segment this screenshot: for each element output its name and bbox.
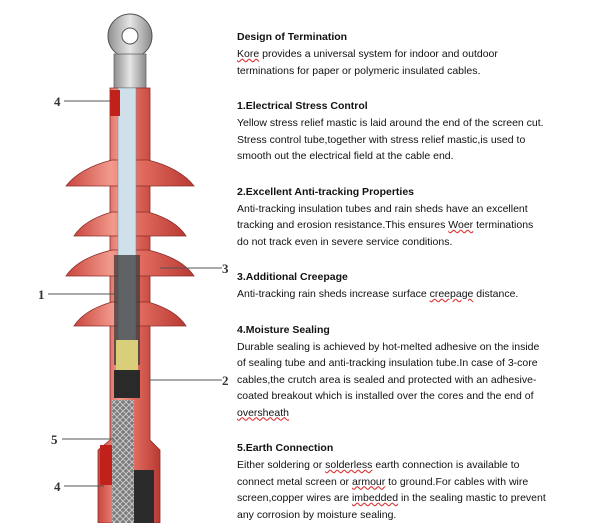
flagged-word: Woer	[448, 219, 474, 231]
body-text: Yellow stress relief mastic is laid around the end of the screen cut. Stress control tube,together with stress relief mastic,is used to smooth out the electrical field at the cable end.	[237, 117, 544, 162]
section-title: 1.Electrical Stress Control	[237, 100, 368, 112]
flagged-word: solderless	[325, 459, 373, 471]
section-body	[237, 46, 597, 79]
callout-4-top: 4	[54, 94, 61, 109]
cable-oversheath	[134, 470, 154, 523]
stress-relief-mastic	[116, 340, 138, 370]
section-body	[237, 286, 597, 303]
description-column	[237, 30, 597, 523]
earth-braid	[112, 400, 134, 523]
section-1	[237, 30, 597, 79]
section-body	[237, 339, 597, 422]
body-text: in the sealing mastic to prevent any corrosion by moisture sealing.	[237, 492, 546, 521]
body-text: Anti-tracking rain sheds increase surface	[237, 288, 430, 300]
flagged-word: oversheath	[237, 406, 289, 419]
body-text: provides a universal system for indoor and outdoor terminations for paper or polymeric insulated cables.	[237, 48, 498, 77]
body-text: Anti-tracking insulation tubes and rain sheds have an excellent tracking and erosion resistance.This ensures	[237, 202, 528, 231]
body-text: Either soldering or	[237, 459, 326, 471]
section-3	[237, 185, 597, 251]
flagged-word: armour	[351, 475, 386, 488]
section-title: 5.Earth Connection	[237, 442, 334, 454]
section-2	[237, 99, 597, 165]
section-body	[237, 457, 597, 523]
section-4	[237, 270, 597, 303]
body-text: to ground.For cables with wire screen,copper wires are	[237, 475, 529, 504]
section-title: Design of Termination	[237, 31, 348, 43]
section-title: 4.Moisture Sealing	[237, 323, 330, 336]
flagged-word: imbedded	[351, 492, 399, 504]
section-6	[237, 441, 597, 523]
section-5	[237, 323, 597, 422]
callout-1: 1	[38, 287, 45, 302]
section-body	[237, 201, 597, 251]
cable-lug	[108, 14, 152, 88]
callout-2: 2	[222, 373, 229, 388]
callout-4-bottom: 4	[54, 479, 61, 494]
flagged-word: Kore	[237, 48, 260, 60]
top-sealing-mastic	[110, 90, 120, 116]
semi-con-layer	[114, 370, 140, 398]
termination-diagram	[0, 0, 232, 523]
body-text: distance.	[473, 288, 519, 300]
bottom-sealing-mastic	[100, 445, 112, 485]
section-title: 2.Excellent Anti-tracking Properties	[237, 185, 414, 198]
section-body	[237, 115, 597, 165]
body-text: terminations do not track even in severe service conditions.	[237, 219, 534, 248]
flagged-word: creepage	[429, 288, 474, 300]
section-title: 3.Additional Creepage	[237, 271, 348, 283]
body-text: Durable sealing is achieved by hot-melted adhesive on the inside of sealing tube and anti-tracking insulation tube.In case of 3-core cables,the crutch area is sealed and protected with an adhesive- coated breakout which is installed over the cores and the end of	[237, 340, 540, 402]
callout-5: 5	[51, 432, 58, 447]
body-text: earth connection is available to connect metal screen or	[237, 459, 520, 488]
callout-3: 3	[222, 261, 229, 276]
